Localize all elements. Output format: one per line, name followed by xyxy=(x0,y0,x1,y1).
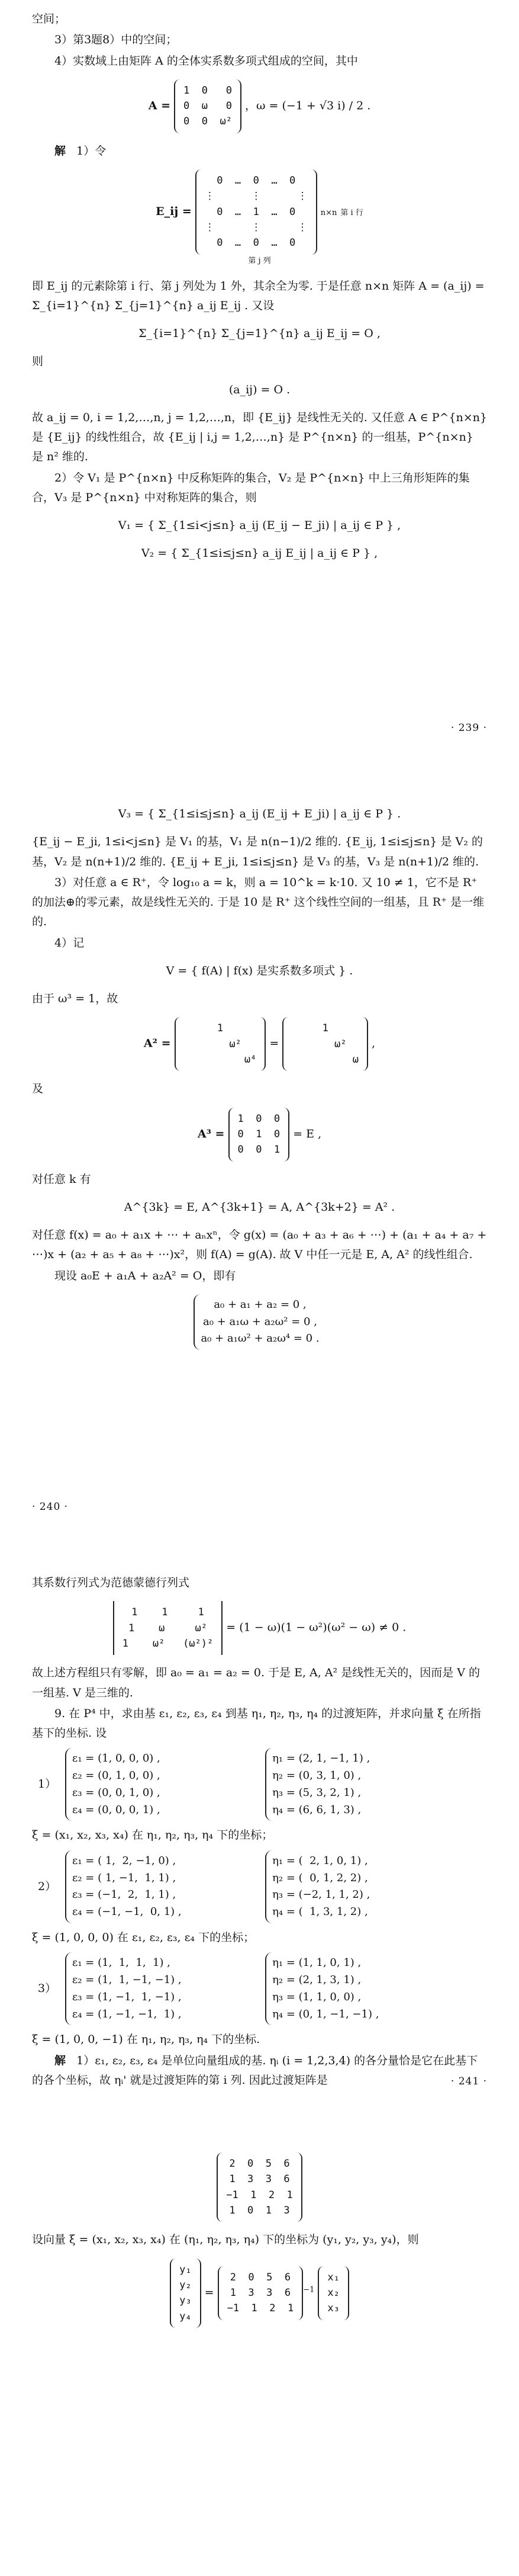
equation-system xyxy=(32,1294,487,1350)
matrix-e-equation xyxy=(32,169,487,268)
paragraph: 9. 在 P⁴ 中，求由基 ε₁, ε₂, ε₃, ε₄ 到基 η₁, η₂, η₃, η₄ 的过渡矩阵，并求向量 ξ 在所指基下的坐标. 设 xyxy=(32,1706,481,1740)
text-line: 对任意 k 有 xyxy=(32,1172,91,1186)
equation: (a_ij) = O . xyxy=(228,383,291,396)
determinant-equation xyxy=(32,1601,487,1655)
basis-eta: η₁ = (2, 1, −1, 1) , η₂ = (0, 3, 1, 0) , η₃ = (5, 3, 2, 1) , η₄ = (6, 6, 1, 3) , xyxy=(265,1748,444,1821)
basis-epsilon: ε₁ = (1, 0, 0, 0) , ε₂ = (0, 1, 0, 0) , ε₃ = (0, 0, 1, 0) , ε₄ = (0, 0, 0, 1) , xyxy=(65,1748,244,1821)
text-line: ξ = (x₁, x₂, x₃, x₄) 在 η₁, η₂, η₃, η₄ 下的坐标； xyxy=(32,1828,273,1842)
equation: V₂ = { Σ_{1≤i≤j≤n} a_ij E_ij | a_ij ∈ P } , xyxy=(141,547,378,560)
matrix: 1 ω² ω xyxy=(282,1017,368,1071)
text-line: 空间； xyxy=(32,12,66,25)
paragraph: {E_ij − E_ji, 1≤i<j≤n} 是 V₁ 的基，V₁ 是 n(n−1)/2 维的. {E_ij, 1≤i≤j≤n} 是 V₂ 的基，V₂ 是 n(n+1)/2 维的. {E_ij + E_ji, 1≤i≤j≤n} 是 V₃ 的基，V₃ 是 n(n+1)/2 维的. xyxy=(32,835,483,868)
paragraph: 现设 a₀E + a₁A + a₂A² = O，即有 xyxy=(54,1269,236,1282)
case-label: 1） xyxy=(38,1778,57,1791)
text-line: 4）实数域上由矩阵 A 的全体实系数多项式组成的空间，其中 xyxy=(54,54,358,68)
text-line: 4）记 xyxy=(54,936,85,949)
matrix-e: 0 … 0 … 0 ⋮ ⋮ ⋮ 0 … 1 … 0 ⋮ ⋮ ⋮ 0 … 0 … 0 xyxy=(195,169,317,255)
equation: Σ_{i=1}^{n} Σ_{j=1}^{n} a_ij E_ij = O , xyxy=(138,327,381,340)
matrix: 1 ω² ω⁴ xyxy=(175,1017,266,1071)
case-1 xyxy=(38,1748,487,1821)
paragraph: 设向量 ξ = (x₁, x₂, x₃, x₄) 在 (η₁, η₂, η₃, η₄) 下的坐标为 (y₁, y₂, y₃, y₄)，则 xyxy=(32,2233,419,2247)
text-line: 则 xyxy=(32,355,44,368)
text-line: 3）第3题8）中的空间； xyxy=(54,33,178,47)
solution-title: 解 xyxy=(54,2054,66,2067)
determinant-rhs: = (1 − ω)(1 − ω²)(ω² − ω) ≠ 0 . xyxy=(226,1621,407,1634)
paragraph: 即 E_ij 的元素除第 i 行、第 j 列处为 1 外，其余全为零. 于是任意 n×n 矩阵 A = (a_ij) = Σ_{i=1}^{n} Σ_{j=1}^{n} a_ij E_ij . 又设 xyxy=(32,279,485,312)
equation: V = { f(A) | f(x) 是实系数多项式 } . xyxy=(166,964,353,977)
case-label: 3） xyxy=(38,1982,57,1996)
determinant: 1 1 1 1 ω ω² 1 ω² (ω²)² xyxy=(113,1601,223,1655)
page-240 xyxy=(0,788,519,1513)
equation: V₃ = { Σ_{1≤i≤j≤n} a_ij (E_ij + E_ji) | a_ij ∈ P } . xyxy=(118,807,401,820)
matrix-e-size: n×n xyxy=(320,208,337,217)
basis-eta: η₁ = ( 2, 1, 0, 1) , η₂ = ( 0, 1, 2, 2) , η₃ = (−2, 1, 1, 2) , η₄ = ( 1, 3, 1, 2) , xyxy=(265,1850,444,1923)
text-line: 及 xyxy=(32,1082,44,1096)
case-3 xyxy=(38,1952,487,2025)
basis-epsilon: ε₁ = ( 1, 2, −1, 0) , ε₂ = ( 1, −1, 1, 1) , ε₃ = (−1, 2, 1, 1) , ε₄ = (−1, −1, 0, 1) , xyxy=(65,1850,244,1923)
text-line: 其系数行列式为范德蒙德行列式 xyxy=(32,1576,190,1589)
matrix-e-col-note: 第 j 列 xyxy=(248,256,271,265)
page-number: · 241 · xyxy=(450,2075,487,2087)
matrix-e-row-note: 第 i 行 xyxy=(340,208,363,217)
paragraph: 故上述方程组只有零解，即 a₀ = a₁ = a₂ = 0. 于是 E, A, A² 是线性无关的，因而是 V 的一组基. V 是三维的. xyxy=(32,1666,481,1699)
equation: A^{3k} = E, A^{3k+1} = A, A^{3k+2} = A² . xyxy=(124,1200,395,1214)
solution-intro-text: 1）令 xyxy=(76,144,107,158)
matrix-a-equation xyxy=(32,79,487,133)
solution-title: 解 xyxy=(54,144,66,158)
paragraph: 3）对任意 a ∈ R⁺，令 log₁₀ a = k，则 a = 10^k = k·10. 又 10 ≠ 1，它不是 R⁺ 的加法⊕的零元素，故是线性无关的. 于是 10 是 R⁺ 这个线性空间的一组基，且 R⁺ 是一维的. xyxy=(32,875,485,929)
inverse-mark: −1 xyxy=(303,2285,315,2294)
page-number: · 240 · xyxy=(32,1501,69,1513)
matrix: 1 0 0 0 1 0 0 0 1 xyxy=(228,1108,290,1162)
page-239 xyxy=(0,0,519,734)
matrix-e-label: E_ij = xyxy=(156,204,192,218)
case-2 xyxy=(38,1850,487,1923)
text-line: ξ = (1, 0, 0, −1) 在 η₁, η₂, η₃, η₄ 下的坐标. xyxy=(32,2033,260,2046)
basis-eta: η₁ = (1, 1, 0, 1) , η₂ = (2, 1, 3, 1) , η₃ = (1, 1, 0, 0) , η₄ = (0, 1, −1, −1) , xyxy=(265,1952,444,2025)
page-number: · 239 · xyxy=(450,722,487,734)
text-line: 由于 ω³ = 1，故 xyxy=(32,992,118,1005)
solution xyxy=(32,2051,487,2091)
matrix-a: 1 0 0 0 ω 0 0 0 ω² xyxy=(174,79,241,133)
basis-epsilon: ε₁ = (1, 1, 1, 1) , ε₂ = (1, 1, −1, −1) , ε₃ = (1, −1, 1, −1) , ε₄ = (1, −1, −1, 1) , xyxy=(65,1952,244,2025)
page-241 xyxy=(0,1564,519,2091)
paragraph: 2）令 V₁ 是 P^{n×n} 中反称矩阵的集合，V₂ 是 P^{n×n} 中上三角形矩阵的集合，V₃ 是 P^{n×n} 中对称矩阵的集合，则 xyxy=(32,471,470,504)
matrix: x₁ x₂ x₃ xyxy=(318,2266,349,2320)
equation-left: A³ = xyxy=(197,1127,225,1141)
solution-intro xyxy=(32,142,487,161)
transition-matrix xyxy=(32,2152,487,2222)
matrix: 2 0 5 6 1 3 3 6 −1 1 2 1 1 0 1 3 xyxy=(217,2152,302,2222)
equation: V₁ = { Σ_{1≤i<j≤n} a_ij (E_ij − E_ji) | a_ij ∈ P } , xyxy=(118,519,401,532)
matrix-a3-equation xyxy=(32,1108,487,1162)
equation-left: A² = xyxy=(143,1037,171,1050)
solution-text: 1）ε₁, ε₂, ε₃, ε₄ 是单位向量组成的基. ηᵢ (i = 1,2,3,4) 的各分量恰是它在此基下的各个坐标，故 ηᵢ' 就是过渡矩阵的第 i 列. 因此过渡矩阵是 xyxy=(32,2054,478,2087)
omega-definition: ，ω = (−1 + √3 i) / 2 . xyxy=(244,99,371,113)
matrix-a2-equation: A² = 1 ω² ω⁴ = 1 ω² ω , xyxy=(32,1017,487,1071)
paragraph: 对任意 f(x) = a₀ + a₁x + ⋯ + aₙxⁿ，令 g(x) = (a₀ + a₃ + a₆ + ⋯) + (a₁ + a₄ + a₇ + ⋯)x + (a₂ + a₅ + a₈ + ⋯)x²，则 f(A) = g(A). 故 V 中任一元是 E, A, A² 的线性组合. xyxy=(32,1228,487,1262)
case-label: 2） xyxy=(38,1879,57,1893)
paragraph: 故 a_ij = 0, i = 1,2,…,n, j = 1,2,…,n，即 {E_ij} 是线性无关的. 又任意 A ∈ P^{n×n} 是 {E_ij} 的线性组合，故 {E_ij | i,j = 1,2,…,n} 是 P^{n×n} 的一组基，P^{n×n} 是 n² 维的. xyxy=(32,410,487,464)
coordinate-equation: y₁ y₂ y₃ y₄ = 2 0 5 6 1 3 3 6 −1 1 2 $1^{-1}$ x₁ x₂ x₃ xyxy=(32,2259,487,2328)
system-brace: a₀ + a₁ + a₂ = 0 , a₀ + a₁ω + a₂ω² = 0 , a₀ + a₁ω² + a₂ω⁴ = 0 . xyxy=(194,1294,325,1350)
equation-right: = E , xyxy=(293,1127,322,1141)
matrix: y₁ y₂ y₃ y₄ xyxy=(170,2259,201,2328)
page-242 xyxy=(0,2121,519,2336)
matrix: 2 0 5 6 1 3 3 6 −1 1 2 1 xyxy=(218,2266,304,2320)
text-line: ξ = (1, 0, 0, 0) 在 ε₁, ε₂, ε₃, ε₄ 下的坐标； xyxy=(32,1930,255,1944)
matrix-a-label: A = xyxy=(148,99,170,113)
